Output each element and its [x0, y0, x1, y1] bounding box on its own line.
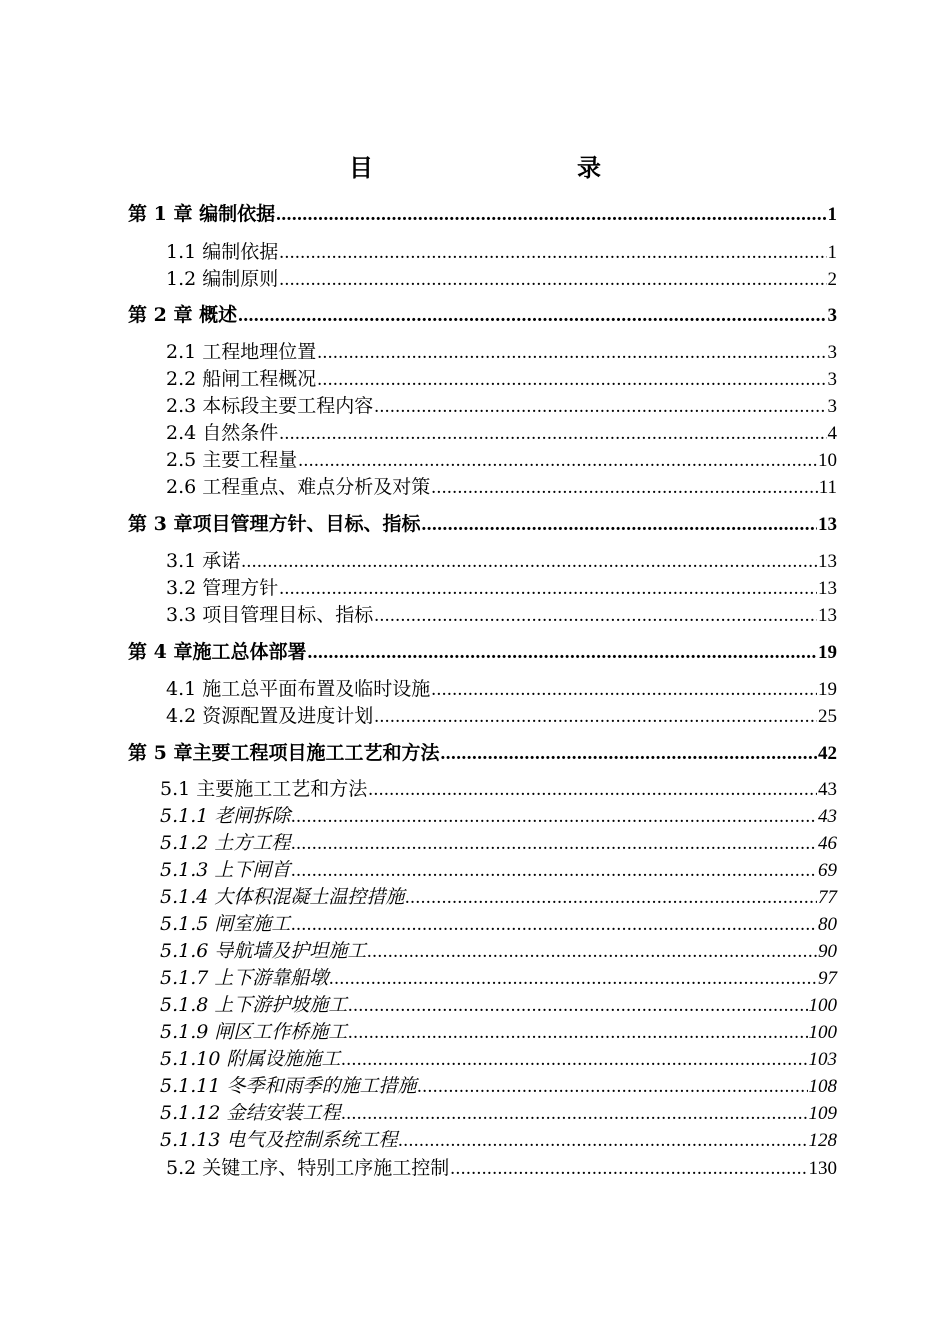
toc-page-number: 3	[827, 369, 837, 390]
toc-entry-text: 5.1.10 附属设施施工	[160, 1048, 341, 1070]
toc-page-number: 100	[808, 995, 837, 1016]
toc-leader-dots	[298, 448, 817, 474]
toc-page-number: 103	[808, 1049, 837, 1070]
toc-entry-text: 5.1.12 金结安装工程	[160, 1102, 341, 1124]
toc-page-number: 3	[827, 396, 837, 417]
toc-leader-dots	[329, 966, 817, 992]
toc-entry-text: 4.1 施工总平面布置及临时设施	[166, 678, 431, 700]
toc-entry-5-1-5[interactable]	[160, 911, 837, 937]
toc-entry-text: 1.1 编制依据	[166, 241, 279, 263]
toc-page-number: 90	[818, 941, 837, 962]
toc-page-number: 1	[827, 204, 837, 225]
toc-page-number: 3	[827, 305, 837, 326]
toc-leader-dots	[367, 939, 817, 965]
toc-entry-text: 5.2 关键工序、特别工序施工控制	[166, 1157, 450, 1179]
toc-entry-2-4[interactable]	[166, 420, 837, 446]
toc-leader-dots	[440, 741, 817, 767]
toc-entry-text: 5.1.3 上下闸首	[160, 859, 291, 881]
toc-page-number: 128	[808, 1130, 837, 1151]
toc-leader-dots	[241, 549, 817, 575]
toc-entry-2-1[interactable]	[166, 339, 837, 365]
toc-entry-text: 2.1 工程地理位置	[166, 341, 317, 363]
toc-leader-dots	[341, 1047, 807, 1073]
toc-leader-dots	[374, 704, 817, 730]
toc-entry-2-2[interactable]	[166, 366, 837, 392]
toc-page-number: 13	[818, 578, 837, 599]
toc-page-number: 109	[808, 1103, 837, 1124]
toc-page-number: 4	[827, 423, 837, 444]
toc-page-number: 19	[818, 679, 837, 700]
toc-entry-text: 5.1.6 导航墙及护坦施工	[160, 940, 367, 962]
toc-page-number: 13	[818, 514, 837, 535]
toc-entry-chapter-5[interactable]	[128, 740, 837, 766]
toc-leader-dots	[279, 267, 826, 293]
toc-entry-5-1-6[interactable]	[160, 938, 837, 964]
toc-leader-dots	[279, 421, 826, 447]
toc-entry-text: 2.2 船闸工程概况	[166, 368, 317, 390]
toc-entry-text: 第 4 章施工总体部署	[128, 641, 307, 663]
toc-entry-5-1-12[interactable]	[160, 1100, 837, 1126]
toc-page-number: 130	[808, 1158, 837, 1179]
toc-leader-dots	[341, 1101, 807, 1127]
toc-leader-dots	[450, 1156, 807, 1182]
toc-leader-dots	[431, 475, 817, 501]
toc-entry-3-3[interactable]	[166, 602, 837, 628]
toc-leader-dots	[291, 831, 817, 857]
toc-page-number: 1	[827, 242, 837, 263]
toc-leader-dots	[291, 858, 817, 884]
toc-entry-5-1-9[interactable]	[160, 1019, 837, 1045]
toc-leader-dots	[374, 394, 826, 420]
toc-entry-5-1-8[interactable]	[160, 992, 837, 1018]
toc-page-number: 2	[827, 269, 837, 290]
toc-leader-dots	[348, 1020, 807, 1046]
toc-leader-dots	[279, 240, 826, 266]
toc-entry-chapter-4[interactable]	[128, 639, 837, 665]
toc-entry-text: 4.2 资源配置及进度计划	[166, 705, 374, 727]
toc-leader-dots	[238, 303, 826, 329]
toc-entry-text: 第 5 章主要工程项目施工工艺和方法	[128, 742, 440, 764]
toc-leader-dots	[291, 912, 817, 938]
toc-entry-text: 5.1.13 电气及控制系统工程	[160, 1129, 398, 1151]
toc-page-number: 42	[818, 743, 837, 764]
toc-page-number: 43	[818, 806, 837, 827]
toc-entry-chapter-3[interactable]	[128, 511, 837, 537]
toc-page-number: 3	[827, 342, 837, 363]
toc-entry-4-1[interactable]	[166, 676, 837, 702]
toc-leader-dots	[348, 993, 807, 1019]
toc-entry-text: 5.1.9 闸区工作桥施工	[160, 1021, 348, 1043]
toc-leader-dots	[431, 677, 817, 703]
toc-entry-text: 5.1.11 冬季和雨季的施工措施	[160, 1075, 417, 1097]
toc-page-number: 19	[818, 642, 837, 663]
toc-page-number: 97	[818, 968, 837, 989]
toc-title: 目 录	[349, 153, 653, 182]
toc-entry-text: 第 2 章 概述	[128, 304, 238, 326]
toc-entry-text: 5.1.8 上下游护坡施工	[160, 994, 348, 1016]
toc-page-number: 69	[818, 860, 837, 881]
toc-page-number: 10	[818, 450, 837, 471]
toc-entry-text: 2.4 自然条件	[166, 422, 279, 444]
toc-entry-4-2[interactable]	[166, 703, 837, 729]
toc-entry-5-1-7[interactable]	[160, 965, 837, 991]
toc-entry-text: 2.6 工程重点、难点分析及对策	[166, 476, 431, 498]
toc-entry-2-5[interactable]	[166, 447, 837, 473]
toc-entry-5-1-13[interactable]	[160, 1127, 837, 1153]
toc-entry-1-2[interactable]	[166, 266, 837, 292]
toc-leader-dots	[307, 640, 817, 666]
toc-entry-text: 5.1.5 闸室施工	[160, 913, 291, 935]
toc-leader-dots	[317, 367, 826, 393]
toc-page-number: 108	[808, 1076, 837, 1097]
toc-page-number: 11	[818, 477, 837, 498]
toc-page-number: 100	[808, 1022, 837, 1043]
toc-entry-text: 3.3 项目管理目标、指标	[166, 604, 374, 626]
toc-page-number: 77	[818, 887, 837, 908]
toc-leader-dots	[317, 340, 826, 366]
toc-entry-text: 1.2 编制原则	[166, 268, 279, 290]
toc-entry-text: 第 3 章项目管理方针、目标、指标	[128, 513, 421, 535]
toc-page-number: 25	[818, 706, 837, 727]
toc-leader-dots	[398, 1128, 807, 1154]
toc-entry-5-1-1[interactable]	[160, 803, 837, 829]
toc-entry-text: 3.2 管理方针	[166, 577, 279, 599]
toc-entry-5-1-10[interactable]	[160, 1046, 837, 1072]
toc-page-number: 13	[818, 605, 837, 626]
toc-leader-dots	[276, 202, 826, 228]
toc-leader-dots	[374, 603, 817, 629]
toc-entry-5-1-11[interactable]	[160, 1073, 837, 1099]
toc-page-number: 46	[818, 833, 837, 854]
toc-entry-text: 2.3 本标段主要工程内容	[166, 395, 374, 417]
toc-leader-dots	[417, 1074, 807, 1100]
toc-entry-text: 5.1.7 上下游靠船墩	[160, 967, 329, 989]
toc-leader-dots	[279, 576, 817, 602]
toc-entry-2-6[interactable]	[166, 474, 837, 500]
toc-entry-text: 2.5 主要工程量	[166, 449, 298, 471]
toc-entry-2-3[interactable]	[166, 393, 837, 419]
toc-entry-5-1[interactable]	[160, 776, 837, 802]
toc-entry-5-2[interactable]	[166, 1155, 837, 1181]
toc-page-number: 13	[818, 551, 837, 572]
toc-entry-text: 第 1 章 编制依据	[128, 203, 276, 225]
toc-entry-text: 5.1.1 老闸拆除	[160, 805, 291, 827]
toc-leader-dots	[368, 777, 817, 803]
toc-entry-chapter-1[interactable]	[128, 201, 837, 227]
toc-page-number: 80	[818, 914, 837, 935]
toc-entry-5-1-4[interactable]	[160, 884, 837, 910]
toc-leader-dots	[421, 512, 817, 538]
toc-entry-3-1[interactable]	[166, 548, 837, 574]
toc-page-number: 43	[818, 779, 837, 800]
toc-entry-5-1-3[interactable]	[160, 857, 837, 883]
toc-entry-3-2[interactable]	[166, 575, 837, 601]
toc-entry-5-1-2[interactable]	[160, 830, 837, 856]
toc-entry-text: 3.1 承诺	[166, 550, 241, 572]
toc-entry-text: 5.1.4 大体积混凝土温控措施	[160, 886, 405, 908]
toc-entry-1-1[interactable]	[166, 239, 837, 265]
toc-leader-dots	[405, 885, 817, 911]
toc-entry-text: 5.1 主要施工工艺和方法	[160, 778, 368, 800]
toc-entry-chapter-2[interactable]	[128, 302, 837, 328]
toc-entry-text: 5.1.2 土方工程	[160, 832, 291, 854]
toc-leader-dots	[291, 804, 817, 830]
